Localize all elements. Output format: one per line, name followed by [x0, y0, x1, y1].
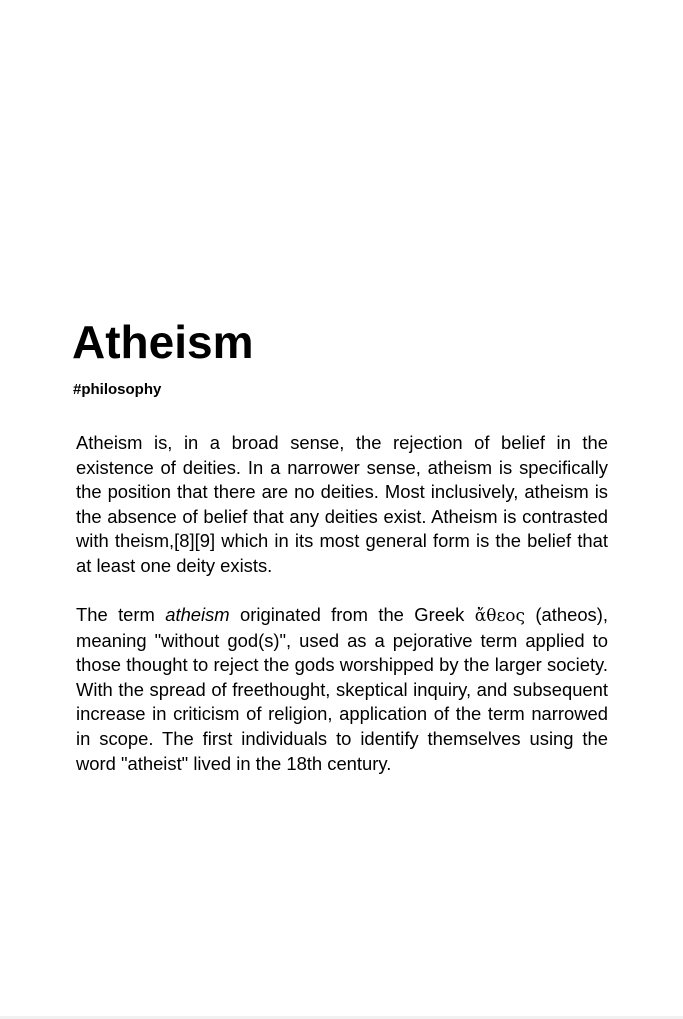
- paragraph-definition: Atheism is, in a broad sense, the rejection of belief in the existence of deities. In a narrower sense, atheism is specifically the position that there are no deities. Most inclusively, atheism is the absence of belief that any deities exist. Atheism is contrasted with theism,[8][9] which in its most general form is the belief that at least one deity exists.: [76, 432, 608, 576]
- etymology-rest: (atheos), meaning "without god(s)", used as a pejorative term applied to those thought to reject the gods worshipped by the larger society. With the spread of freethought, skeptical inquiry, and subsequent increase in criticism of religion, application of the term narrowed in scope. The first individuals to identify themselves using the word "atheist" lived in the 18th century.: [76, 604, 608, 774]
- greek-word: ἄθεος: [474, 606, 526, 626]
- paragraph-etymology: [76, 603, 608, 776]
- italic-term: atheism: [165, 604, 230, 625]
- category-tag: #philosophy: [73, 381, 162, 398]
- page-title: Atheism: [72, 316, 254, 368]
- etymology-lead: The term: [76, 604, 166, 625]
- etymology-middle: originated from the Greek: [229, 604, 475, 625]
